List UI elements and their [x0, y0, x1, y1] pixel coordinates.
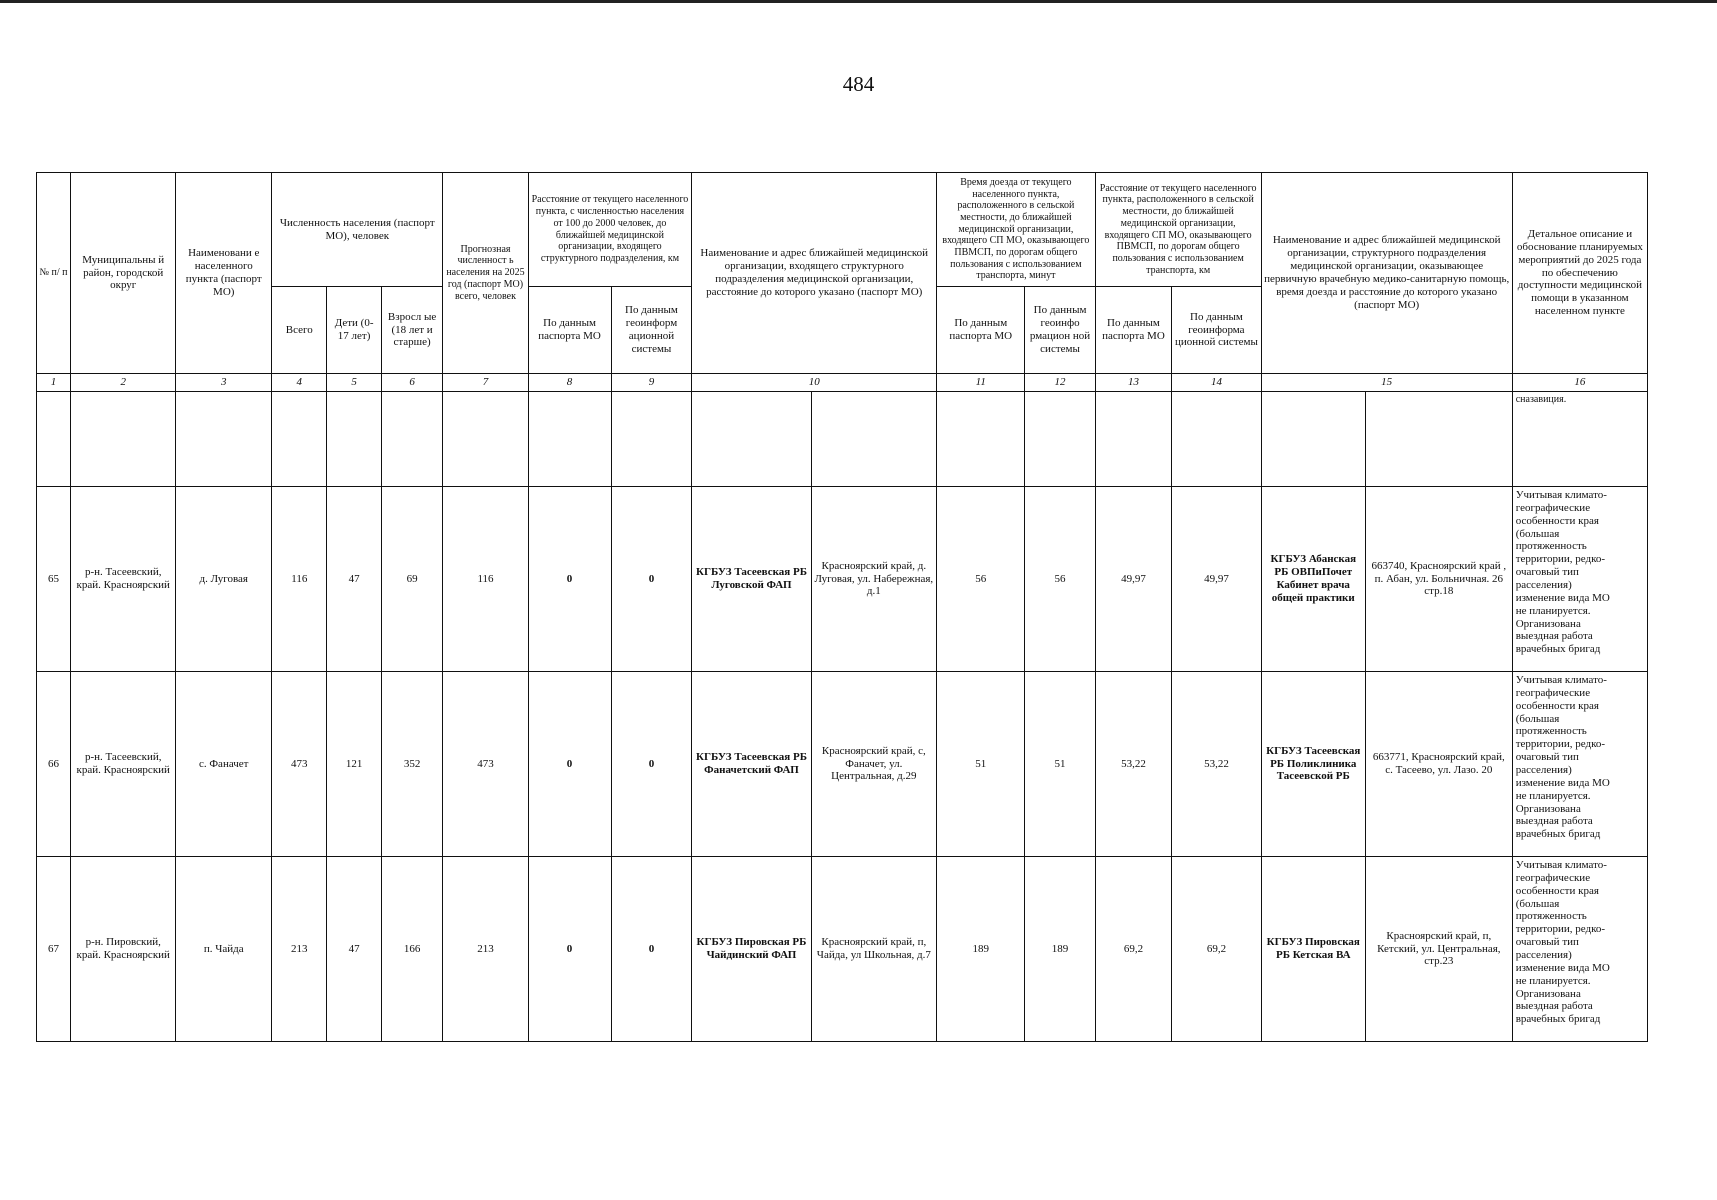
population-children-cell: 47 — [327, 487, 381, 672]
data-table — [36, 172, 1648, 1042]
population-adults-cell: 352 — [381, 672, 443, 857]
column-number: 1 — [37, 374, 71, 392]
description-line: изменение вида МО — [1515, 961, 1610, 974]
mo-name-cell: КГБУЗ Тасеевская РБ Фаначетский ФАП — [692, 672, 811, 857]
header-time-gis: По данным геоинфо рмацион ной системы — [1025, 287, 1095, 374]
road-passport-cell: 69,2 — [1095, 857, 1172, 1042]
mo-address-cell: Красноярский край, д. Луговая, ул. Набережная, д.1 — [811, 487, 937, 672]
distance-gis-cell: 0 — [611, 857, 692, 1042]
road-gis-cell: 69,2 — [1172, 857, 1261, 1042]
description-line: особенности края — [1515, 884, 1599, 897]
header-mo-name-address: Наименование и адрес ближайшей медицинской организации, входящего структурного подразделения медицинской организации, расстояние до которого указано (паспорт МО) — [692, 173, 937, 374]
settlement-cell: д. Луговая — [176, 487, 272, 672]
description-line: изменение вида МО — [1515, 776, 1610, 789]
district-cell: р-н. Пировский, край. Красноярский — [71, 857, 176, 1042]
distance-gis-cell: 0 — [611, 672, 692, 857]
settlement-cell: п. Чайда — [176, 857, 272, 1042]
column-number: 5 — [327, 374, 381, 392]
empty-cell — [1365, 392, 1512, 487]
empty-cell — [381, 392, 443, 487]
description-line: Учитывая климато- — [1515, 489, 1607, 501]
header-distance-gis: По данным геоинформ ационной системы — [611, 287, 692, 374]
population-adults-cell: 166 — [381, 857, 443, 1042]
column-number: 3 — [176, 374, 272, 392]
road-gis-cell: 49,97 — [1172, 487, 1261, 672]
pmsp-name-cell: КГБУЗ Тасеевская РБ Поликлиника Тасеевской РБ — [1261, 672, 1365, 857]
time-passport-cell: 189 — [937, 857, 1025, 1042]
description-line: территории, редко- — [1515, 738, 1606, 751]
description-line: географические — [1515, 501, 1591, 514]
description-line: территории, редко- — [1515, 553, 1606, 566]
column-number: 12 — [1025, 374, 1095, 392]
description-cell — [1512, 857, 1647, 1042]
column-number: 14 — [1172, 374, 1261, 392]
row-number: 67 — [37, 857, 71, 1042]
description-cell — [1512, 672, 1647, 857]
description-line: Учитывая климато- — [1515, 674, 1607, 686]
pmsp-address-cell: 663771, Красноярский край, с. Тасеево, ул. Лазо. 20 — [1365, 672, 1512, 857]
empty-cell — [176, 392, 272, 487]
mo-name-cell: КГБУЗ Пировская РБ Чайдинский ФАП — [692, 857, 811, 1042]
population-total-cell: 213 — [272, 857, 327, 1042]
header-road-passport: По данным паспорта МО — [1095, 287, 1172, 374]
description-line: врачебных бригад — [1515, 828, 1601, 841]
pmsp-address-cell: Красноярский край, п, Кетский, ул. Центральная, стр.23 — [1365, 857, 1512, 1042]
header-distance-passport: По данным паспорта МО — [528, 287, 611, 374]
header-road-gis: По данным геоинформа ционной системы — [1172, 287, 1261, 374]
empty-cell — [443, 392, 528, 487]
table-row — [37, 487, 1648, 672]
description-line: протяженность — [1515, 540, 1587, 553]
description-line: географические — [1515, 686, 1591, 699]
row-number: 65 — [37, 487, 71, 672]
header-pmsp-name-address: Наименование и адрес ближайшей медицинской организации, структурного подразделения медицинской организации, оказывающее первичную врачебную медико-санитарную помощь, время доезда и расстояние до которого указано (паспорт МО) — [1261, 173, 1512, 374]
header-row-1 — [37, 173, 1648, 287]
road-passport-cell: 49,97 — [1095, 487, 1172, 672]
column-number: 16 — [1512, 374, 1647, 392]
mo-address-cell: Красноярский край, п, Чайда, ул Школьная, д.7 — [811, 857, 937, 1042]
header-travel-time-group: Время доезда от текущего населенного пункта, расположенного в сельской местности, до ближайшей медицинской организации, входящего СП МО, оказывающего ПВМСП, по дорогам общего пользования с использованием транспорта, минут — [937, 173, 1096, 287]
column-number: 6 — [381, 374, 443, 392]
description-line: территории, редко- — [1515, 923, 1606, 936]
column-number: 7 — [443, 374, 528, 392]
description-line: не планируется. — [1515, 974, 1591, 987]
time-passport-cell: 56 — [937, 487, 1025, 672]
column-number: 2 — [71, 374, 176, 392]
column-number: 11 — [937, 374, 1025, 392]
header-forecast: Прогнозная численност ь населения на 2025 год (паспорт МО) всего, человек — [443, 173, 528, 374]
description-line: Организована — [1515, 987, 1581, 1000]
population-adults-cell: 69 — [381, 487, 443, 672]
population-children-cell: 121 — [327, 672, 381, 857]
distance-gis-cell: 0 — [611, 487, 692, 672]
empty-cell — [1025, 392, 1095, 487]
time-gis-cell: 56 — [1025, 487, 1095, 672]
population-children-cell: 47 — [327, 857, 381, 1042]
column-number: 13 — [1095, 374, 1172, 392]
empty-cell — [692, 392, 811, 487]
road-passport-cell: 53,22 — [1095, 672, 1172, 857]
pmsp-address-cell: 663740, Красноярский край , п. Абан, ул. Больничная. 26 стр.18 — [1365, 487, 1512, 672]
header-population-group: Численность населения (паспорт МО), человек — [272, 173, 443, 287]
column-number-row — [37, 374, 1648, 392]
description-line: не планируется. — [1515, 604, 1591, 617]
table-row — [37, 857, 1648, 1042]
description-line: особенности края — [1515, 699, 1599, 712]
description-line: расселения) — [1515, 764, 1572, 777]
description-line: выездная работа — [1515, 630, 1593, 643]
header-time-passport: По данным паспорта МО — [937, 287, 1025, 374]
description-line: выездная работа — [1515, 1000, 1593, 1013]
description-line: (большая — [1515, 527, 1560, 540]
header-adults: Взросл ые (18 лет и старше) — [381, 287, 443, 374]
column-number: 8 — [528, 374, 611, 392]
description-line: выездная работа — [1515, 815, 1593, 828]
pmsp-name-cell: КГБУЗ Пировская РБ Кетская ВА — [1261, 857, 1365, 1042]
population-total-cell: 473 — [272, 672, 327, 857]
description-line: очаговый тип — [1515, 751, 1579, 764]
top-rule — [0, 0, 1717, 3]
empty-cell — [37, 392, 71, 487]
empty-cell — [1261, 392, 1365, 487]
description-line: расселения) — [1515, 949, 1572, 962]
mo-name-cell: КГБУЗ Тасеевская РБ Луговской ФАП — [692, 487, 811, 672]
time-gis-cell: 51 — [1025, 672, 1095, 857]
time-gis-cell: 189 — [1025, 857, 1095, 1042]
header-district: Муниципальны й район, городской округ — [71, 173, 176, 374]
description-line: (большая — [1515, 712, 1560, 725]
description-line: Организована — [1515, 802, 1581, 815]
column-number: 4 — [272, 374, 327, 392]
header-children: Дети (0-17 лет) — [327, 287, 381, 374]
header-settlement: Наименовани е населенного пункта (паспорт МО) — [176, 173, 272, 374]
forecast-cell: 213 — [443, 857, 528, 1042]
description-cell — [1512, 487, 1647, 672]
description-line: протяженность — [1515, 910, 1587, 923]
description-line: Организована — [1515, 617, 1581, 630]
continuation-row — [37, 392, 1648, 487]
distance-passport-cell: 0 — [528, 857, 611, 1042]
header-description: Детальное описание и обоснование планируемых мероприятий до 2025 года по обеспечению доступности медицинской помощи в указанном населенном пункте — [1512, 173, 1647, 374]
description-line: протяженность — [1515, 725, 1587, 738]
description-line: (большая — [1515, 897, 1560, 910]
description-line: врачебных бригад — [1515, 643, 1601, 656]
header-distance-group: Расстояние от текущего населенного пункта, с численностью населения от 100 до 2000 человек, до ближайшей медицинской организации, входящего структурного подразделения, км — [528, 173, 692, 287]
header-road-distance-group: Расстояние от текущего населенного пункта, расположенного в сельской местности, до ближайшей медицинской организации, входящего СП МО, оказывающего ПВМСП, по дорогам общего пользования с использованием транспорта, км — [1095, 173, 1261, 287]
forecast-cell: 473 — [443, 672, 528, 857]
description-line: расселения) — [1515, 579, 1572, 592]
district-cell: р-н. Тасеевский, край. Красноярский — [71, 672, 176, 857]
empty-cell — [611, 392, 692, 487]
empty-cell — [1172, 392, 1261, 487]
page-number: 484 — [842, 72, 875, 96]
pmsp-name-cell: КГБУЗ Абанская РБ ОВПиПочет Кабинет врача общей практики — [1261, 487, 1365, 672]
description-line: очаговый тип — [1515, 566, 1579, 579]
description-line: врачебных бригад — [1515, 1013, 1601, 1026]
empty-cell — [1095, 392, 1172, 487]
road-gis-cell: 53,22 — [1172, 672, 1261, 857]
population-total-cell: 116 — [272, 487, 327, 672]
distance-passport-cell: 0 — [528, 672, 611, 857]
description-line: изменение вида МО — [1515, 591, 1610, 604]
empty-cell — [71, 392, 176, 487]
column-number: 15 — [1261, 374, 1512, 392]
continuation-note: сназавиция. — [1512, 392, 1647, 487]
empty-cell — [811, 392, 937, 487]
description-line: географические — [1515, 871, 1591, 884]
distance-passport-cell: 0 — [528, 487, 611, 672]
mo-address-cell: Красноярский край, с, Фаначет, ул. Центральная, д.29 — [811, 672, 937, 857]
column-number: 10 — [692, 374, 937, 392]
empty-cell — [528, 392, 611, 487]
header-total: Всего — [272, 287, 327, 374]
empty-cell — [327, 392, 381, 487]
settlement-cell: с. Фаначет — [176, 672, 272, 857]
forecast-cell: 116 — [443, 487, 528, 672]
description-line: очаговый тип — [1515, 936, 1579, 949]
table-row — [37, 672, 1648, 857]
time-passport-cell: 51 — [937, 672, 1025, 857]
district-cell: р-н. Тасеевский, край. Красноярский — [71, 487, 176, 672]
empty-cell — [272, 392, 327, 487]
empty-cell — [937, 392, 1025, 487]
description-line: особенности края — [1515, 514, 1599, 527]
description-line: не планируется. — [1515, 789, 1591, 802]
column-number: 9 — [611, 374, 692, 392]
header-number: № п/ п — [37, 173, 71, 374]
row-number: 66 — [37, 672, 71, 857]
description-line: Учитывая климато- — [1515, 859, 1607, 871]
